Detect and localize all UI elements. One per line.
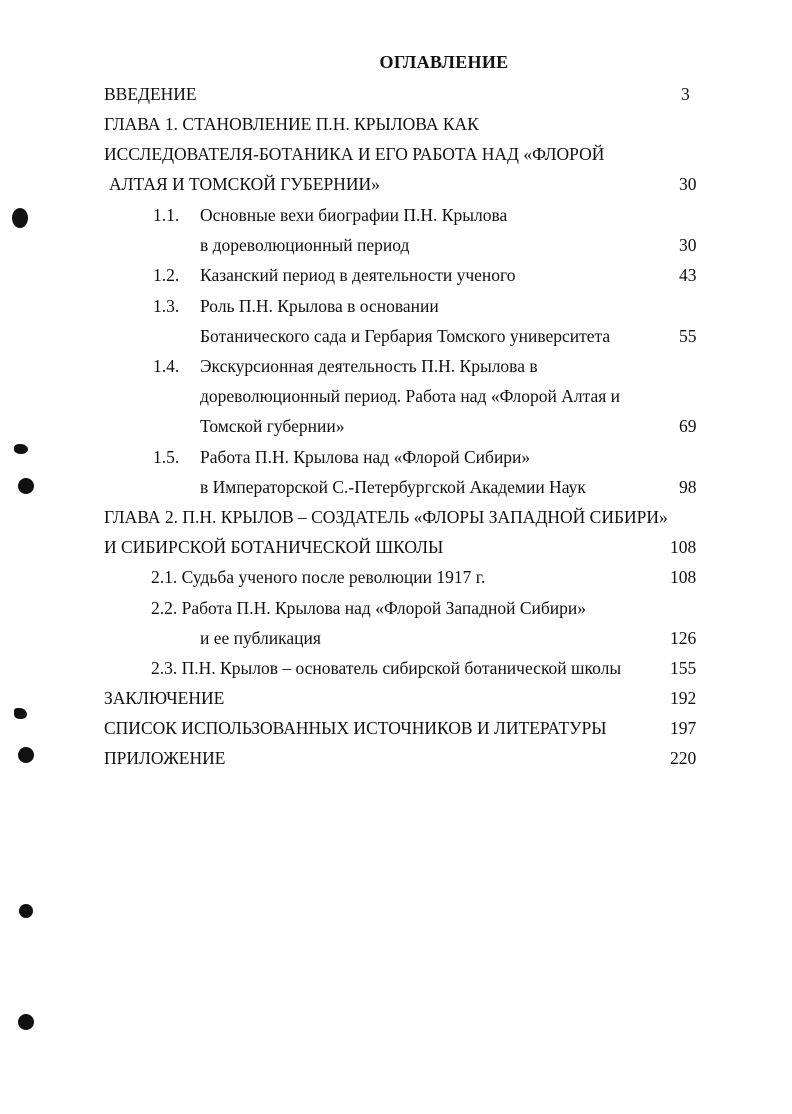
toc-section-2-2-line-2: и ее публикация bbox=[200, 628, 321, 648]
toc-page-number: 220 bbox=[670, 748, 697, 768]
toc-section-2-1: 2.1. Судьба ученого после революции 1917 г. bbox=[151, 567, 486, 587]
toc-section-1-2-line-1: Казанский период в деятельности ученого bbox=[200, 265, 516, 285]
toc-chapter-1-line-3: АЛТАЯ И ТОМСКОЙ ГУБЕРНИИ» bbox=[109, 174, 380, 194]
toc-page-number: 3 bbox=[681, 84, 690, 104]
toc-page-number: 197 bbox=[670, 718, 697, 738]
punch-hole-mark bbox=[18, 1014, 34, 1030]
toc-page-number: 192 bbox=[670, 688, 697, 708]
toc-section-number: 1.5. bbox=[153, 447, 180, 467]
toc-section-2-2-line-1: 2.2. Работа П.Н. Крылова над «Флорой Западной Сибири» bbox=[151, 598, 586, 618]
toc-section-1-5-line-2: в Императорской С.-Петербургской Академии Наук bbox=[200, 477, 586, 497]
toc-section-1-4-line-1: Экскурсионная деятельность П.Н. Крылова в bbox=[200, 356, 538, 376]
toc-section-1-3-line-2: Ботанического сада и Гербария Томского университета bbox=[200, 326, 611, 346]
toc-entry-appendix: ПРИЛОЖЕНИЕ bbox=[104, 748, 226, 768]
punch-hole-mark bbox=[18, 747, 34, 763]
toc-entry-intro: ВВЕДЕНИЕ bbox=[104, 84, 197, 104]
toc-chapter-2-line-1: ГЛАВА 2. П.Н. КРЫЛОВ – СОЗДАТЕЛЬ «ФЛОРЫ ЗАПАДНОЙ СИБИРИ» bbox=[104, 507, 668, 527]
toc-page-number: 30 bbox=[679, 174, 697, 194]
punch-hole-mark bbox=[12, 208, 28, 228]
toc-page-number: 30 bbox=[679, 235, 697, 255]
toc-chapter-2-line-2: И СИБИРСКОЙ БОТАНИЧЕСКОЙ ШКОЛЫ bbox=[104, 537, 444, 557]
toc-page-number: 155 bbox=[670, 658, 697, 678]
punch-hole-mark bbox=[14, 708, 27, 719]
toc-page-number: 126 bbox=[670, 628, 697, 648]
toc-page-number: 98 bbox=[679, 477, 697, 497]
toc-chapter-1-line-1: ГЛАВА 1. СТАНОВЛЕНИЕ П.Н. КРЫЛОВА КАК bbox=[104, 114, 479, 134]
toc-page-number: 108 bbox=[670, 537, 697, 557]
toc-chapter-1-line-2: ИССЛЕДОВАТЕЛЯ-БОТАНИКА И ЕГО РАБОТА НАД «ФЛОРОЙ bbox=[104, 144, 605, 164]
punch-hole-mark bbox=[19, 904, 33, 918]
toc-page-number: 55 bbox=[679, 326, 697, 346]
toc-section-1-4-line-2: дореволюционный период. Работа над «Флорой Алтая и bbox=[200, 386, 621, 406]
toc-section-1-4-line-3: Томской губернии» bbox=[200, 416, 345, 436]
punch-hole-mark bbox=[18, 478, 34, 494]
toc-section-1-1-line-1: Основные вехи биографии П.Н. Крылова bbox=[200, 205, 508, 225]
toc-page-number: 43 bbox=[679, 265, 697, 285]
toc-section-number: 1.3. bbox=[153, 296, 180, 316]
toc-section-1-3-line-1: Роль П.Н. Крылова в основании bbox=[200, 296, 439, 316]
punch-hole-mark bbox=[14, 444, 28, 454]
toc-page-number: 108 bbox=[670, 567, 697, 587]
page-title: ОГЛАВЛЕНИЕ bbox=[379, 52, 509, 72]
toc-section-number: 1.2. bbox=[153, 265, 180, 285]
toc-section-number: 1.1. bbox=[153, 205, 180, 225]
toc-entry-conclusion: ЗАКЛЮЧЕНИЕ bbox=[104, 688, 225, 708]
toc-section-1-5-line-1: Работа П.Н. Крылова над «Флорой Сибири» bbox=[200, 447, 531, 467]
toc-section-2-3: 2.3. П.Н. Крылов – основатель сибирской ботанической школы bbox=[151, 658, 622, 678]
toc-section-number: 1.4. bbox=[153, 356, 180, 376]
toc-entry-sources: СПИСОК ИСПОЛЬЗОВАННЫХ ИСТОЧНИКОВ И ЛИТЕРАТУРЫ bbox=[104, 718, 607, 738]
toc-section-1-1-line-2: в дореволюционный период bbox=[200, 235, 410, 255]
toc-page-number: 69 bbox=[679, 416, 697, 436]
